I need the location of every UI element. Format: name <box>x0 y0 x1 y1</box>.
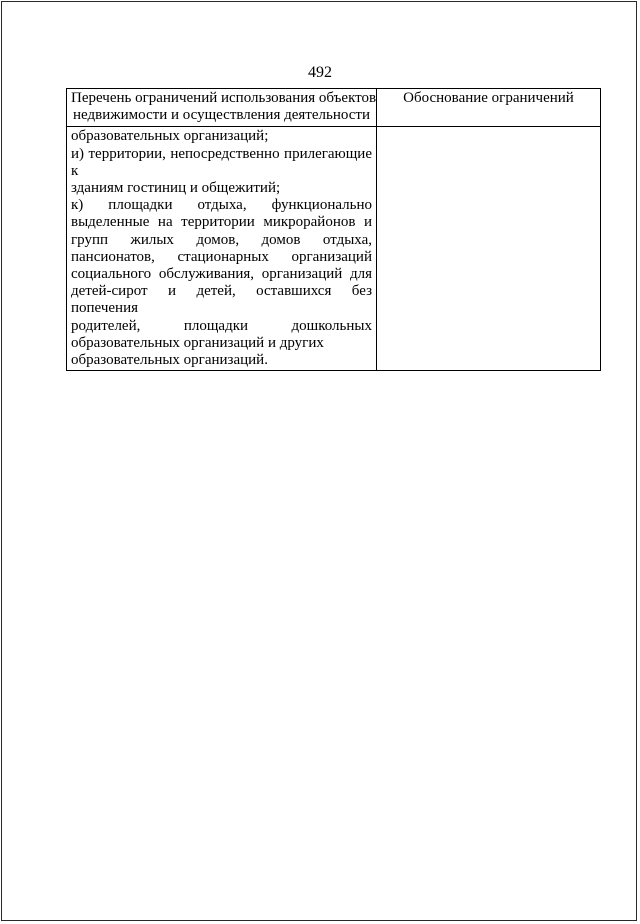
text-line: детей-сирот и детей, оставшихся без попечения <box>71 283 372 317</box>
text-line: к) площадки отдыха, функционально <box>71 197 372 214</box>
justification-cell <box>377 127 601 371</box>
text-line: образовательных организаций и других <box>71 334 324 351</box>
table-row <box>67 127 601 371</box>
text-line: зданиям гостиниц и общежитий; <box>71 180 281 197</box>
header-justification: Обоснование ограничений <box>377 89 601 127</box>
header-restrictions-list <box>67 89 377 127</box>
text-line: родителей, площадки дошкольных <box>71 317 372 334</box>
header-left-line: недвижимости и осуществления деятельности <box>73 107 370 124</box>
header-left-line: Перечень ограничений использования объектов <box>71 90 377 106</box>
text-line: и) территории, непосредственно прилегающие к <box>71 145 372 179</box>
text-line: групп жилых домов, домов отдыха, <box>71 231 372 248</box>
text-line: образовательных организаций; <box>71 128 269 145</box>
table-header-row <box>67 89 601 127</box>
text-line: образовательных организаций. <box>71 352 268 369</box>
restrictions-table <box>66 88 601 371</box>
page-number: 492 <box>308 64 332 81</box>
text-line: социального обслуживания, организаций для <box>71 266 372 283</box>
text-line: пансионатов, стационарных организаций <box>71 248 372 265</box>
text-line: выделенные на территории микрорайонов и <box>71 214 372 231</box>
restrictions-cell <box>67 127 377 371</box>
